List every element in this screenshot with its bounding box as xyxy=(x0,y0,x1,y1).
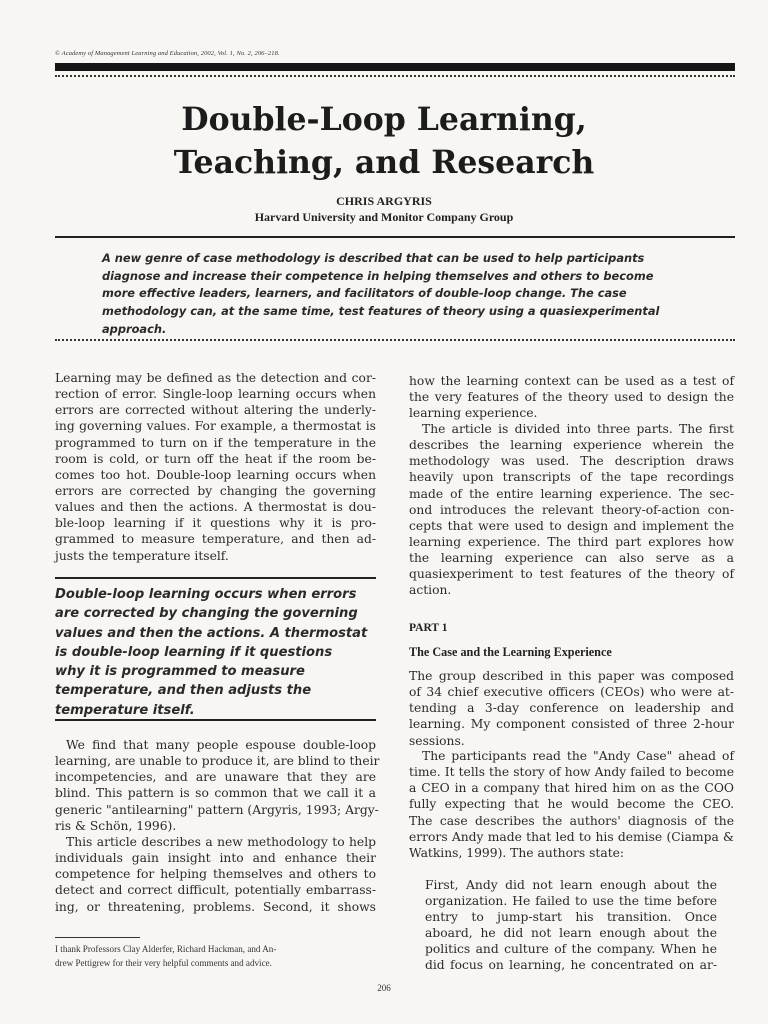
text-line: We find that many people espouse double-loop xyxy=(66,738,376,752)
abstract-line: methodology can, at the same time, test features of theory using a quasiexperimental xyxy=(102,304,660,319)
section-heading: The Case and the Learning Experience xyxy=(409,645,612,659)
abstract-line: A new genre of case methodology is described that can be used to help participants xyxy=(102,251,645,265)
text-line: learning experience. xyxy=(409,406,538,421)
quote-line: entry to jump-start his transition. Once xyxy=(425,910,717,925)
text-line: ble-loop learning if it questions why it is pro- xyxy=(55,516,376,531)
text-line: incompetencies, and are unaware that they are xyxy=(55,770,376,785)
text-line: quasiexperiment to test features of the theory of xyxy=(409,567,734,582)
quote-line: politics and culture of the company. When he xyxy=(425,942,717,957)
text-line: comes too hot. Double-loop learning occurs when xyxy=(55,467,376,482)
right-para-1 xyxy=(409,373,734,421)
text-line: learning. My component consisted of three 2-hour xyxy=(409,717,734,732)
text-line: justs the temperature itself. xyxy=(55,548,229,563)
text-line: of 34 chief executive officers (CEOs) who were at- xyxy=(409,685,734,700)
text-line: The group described in this paper was composed xyxy=(409,669,734,683)
page-number: 206 xyxy=(377,983,391,993)
text-line: Watkins, 1999). The authors state: xyxy=(409,845,625,860)
text-line: a CEO in a company that hired him on as the COO xyxy=(409,781,734,796)
journal-citation: © Academy of Management Learning and Education, 2002, Vol. 1, No. 2, 206–218. xyxy=(55,50,280,57)
right-para-2 xyxy=(409,421,734,599)
text-line: room is cold, or turn off the heat if the room be- xyxy=(55,451,376,466)
header-rule xyxy=(55,63,735,71)
quote-line: did focus on learning, he concentrated on ar- xyxy=(425,958,717,973)
text-line: values and then the actions. A thermostat is dou- xyxy=(55,500,376,515)
text-line: ing, or threatening, problems. Second, it shows xyxy=(55,899,376,914)
text-line: The case describes the authors' diagnosis of the xyxy=(409,813,734,828)
footnote-line: I thank Professors Clay Alderfer, Richard Hackman, and An- xyxy=(55,944,277,954)
article-title xyxy=(0,98,768,184)
text-line: made of the entire learning experience. The sec- xyxy=(409,486,734,501)
text-line: learning experience. The third part explores how xyxy=(409,534,734,549)
text-line: The article is divided into three parts. The first xyxy=(422,422,734,436)
footnote-line: drew Pettigrew for their very helpful comments and advice. xyxy=(55,958,272,968)
abstract-dotted-rule xyxy=(55,339,735,341)
author-name: CHRIS ARGYRIS xyxy=(336,194,432,208)
pull-quote-bottom-rule xyxy=(55,719,376,721)
left-para-3 xyxy=(55,834,376,915)
right-para-3 xyxy=(409,668,734,749)
text-line: cepts that were used to design and implement the xyxy=(409,518,734,533)
left-para-2 xyxy=(55,737,380,834)
text-line: how the learning context can be used as a test of xyxy=(409,374,734,388)
text-line: The participants read the "Andy Case" ahead of xyxy=(422,749,734,763)
text-line: individuals gain insight into and enhance their xyxy=(55,851,376,866)
text-line: generic "antilearning" pattern (Argyris, 1993; Argy- xyxy=(55,802,379,817)
pull-quote-line: why it is programmed to measure xyxy=(55,664,305,680)
header-dotted-rule xyxy=(55,75,735,77)
author-affiliation: Harvard University and Monitor Company Group xyxy=(254,210,514,224)
abstract xyxy=(102,250,662,339)
pull-quote-line: temperature itself. xyxy=(55,702,195,718)
title-line-2: Teaching, and Research xyxy=(173,144,595,181)
text-line: heavily upon transcripts of the tape recordings xyxy=(409,470,734,485)
pull-quote-line: are corrected by changing the governing xyxy=(55,606,358,622)
pull-quote xyxy=(55,585,376,720)
pull-quote-line: Double-loop learning occurs when errors xyxy=(55,587,357,602)
text-line: Learning may be defined as the detection and cor- xyxy=(55,371,376,385)
text-line: describes the learning experience wherein the xyxy=(409,438,734,453)
text-line: action. xyxy=(409,583,452,598)
text-line: the very features of the theory used to design the xyxy=(409,390,734,405)
quote-line: aboard, he did not learn enough about the xyxy=(425,926,717,941)
text-line: programmed to turn on if the temperature in the xyxy=(55,435,376,450)
text-line: fully expecting that he would become the CEO. xyxy=(409,797,734,812)
text-line: time. It tells the story of how Andy failed to become xyxy=(409,765,734,780)
quote-line: First, Andy did not learn enough about the xyxy=(425,878,717,892)
text-line: grammed to measure temperature, and then ad- xyxy=(55,532,376,547)
text-line: sessions. xyxy=(409,733,465,748)
text-line: ond introduces the relevant theory-of-action con- xyxy=(409,502,734,517)
text-line: errors Andy made that led to his demise (Ciampa & xyxy=(409,829,734,844)
text-line: the learning experience can also serve as a xyxy=(409,551,734,566)
text-line: ris & Schön, 1996). xyxy=(55,818,177,833)
text-line: This article describes a new methodology to help xyxy=(66,835,376,849)
text-line: errors are corrected without altering the underly- xyxy=(55,403,376,418)
text-line: tending a 3-day conference on leadership and xyxy=(409,701,734,716)
block-quote xyxy=(425,877,717,974)
text-line: blind. This pattern is so common that we call it a xyxy=(55,786,376,801)
text-line: detect and correct difficult, potentially embarrass- xyxy=(55,883,376,898)
pull-quote-top-rule xyxy=(55,577,376,579)
footnote-rule xyxy=(55,937,140,938)
text-line: learning, are unable to produce it, are blind to their xyxy=(55,754,380,769)
footnote xyxy=(55,942,376,970)
text-line: ing governing values. For example, a thermostat is xyxy=(55,419,376,434)
abstract-line: diagnose and increase their competence in helping themselves and others to become xyxy=(102,268,654,283)
abstract-line: approach. xyxy=(102,321,167,336)
quote-line: organization. He failed to use the time before xyxy=(425,894,717,909)
title-line-1: Double-Loop Learning, xyxy=(181,101,587,138)
part-label: PART 1 xyxy=(409,622,448,634)
abstract-line: more effective leaders, learners, and facilitators of double-loop change. The case xyxy=(102,286,627,301)
pull-quote-line: values and then the actions. A thermostat xyxy=(55,625,368,641)
left-para-1 xyxy=(55,370,376,564)
text-line: methodology was used. The description draws xyxy=(409,454,734,469)
pull-quote-line: temperature, and then adjusts the xyxy=(55,683,312,699)
abstract-top-rule xyxy=(55,236,735,238)
text-line: competence for helping themselves and others to xyxy=(55,867,376,882)
right-para-4 xyxy=(409,748,734,861)
pull-quote-line: is double-loop learning if it questions xyxy=(55,644,333,660)
text-line: errors are corrected by changing the governing xyxy=(55,483,376,498)
text-line: rection of error. Single-loop learning occurs when xyxy=(55,387,376,402)
